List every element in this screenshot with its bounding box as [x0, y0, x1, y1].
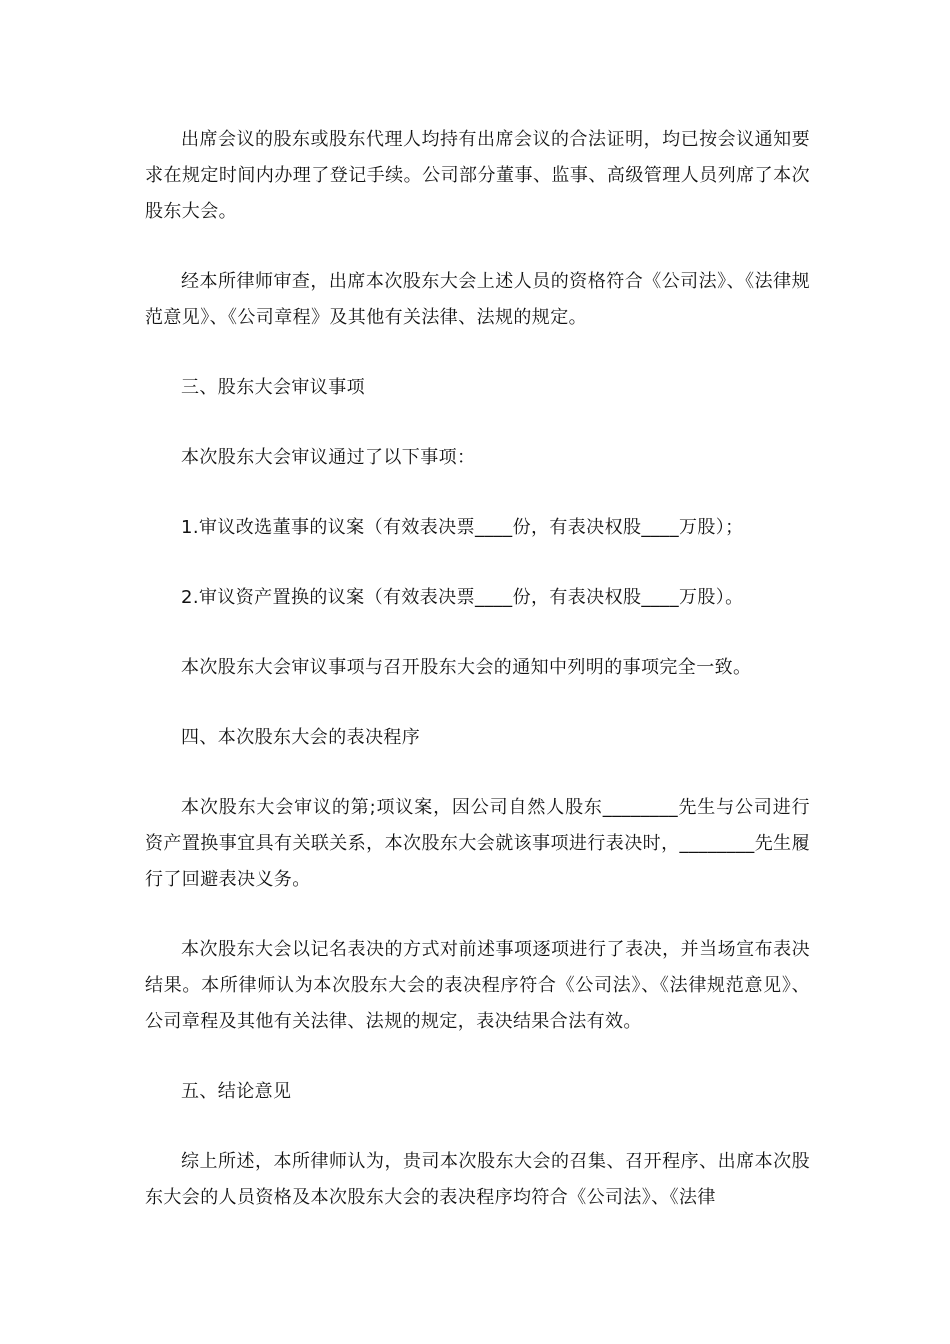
paragraph-items-consistency: 本次股东大会审议事项与召开股东大会的通知中列明的事项完全一致。 — [181, 657, 752, 678]
paragraph-approved-items-intro: 本次股东大会审议通过了以下事项： — [181, 447, 476, 468]
paragraph-gap — [145, 230, 810, 264]
list-item-1: 1.审议改选董事的议案（有效表决票____份，有表决权股____万股）； — [181, 517, 744, 538]
list-item-2: 2.审议资产置换的议案（有效表决票____份，有表决权股____万股）。 — [181, 587, 744, 608]
section-heading-5: 五、结论意见 — [181, 1081, 292, 1102]
paragraph-qualification-review: 经本所律师审查，出席本次股东大会上述人员的资格符合《公司法》、《法律规范意见》、《公司章程》及其他有关法律、法规的规定。 — [145, 271, 810, 328]
paragraph-voting-procedure: 本次股东大会以记名表决的方式对前述事项逐项进行了表决，并当场宣布表决结果。本所律师认为本次股东大会的表决程序符合《公司法》、《法律规范意见》、公司章程及其他有关法律、法规的规定，表决结果合法有效。 — [145, 939, 810, 1032]
paragraph-attendance: 出席会议的股东或股东代理人均持有出席会议的合法证明，均已按会议通知要求在规定时间内办理了登记手续。公司部分董事、监事、高级管理人员列席了本次股东大会。 — [145, 129, 810, 222]
paragraph-gap — [145, 686, 810, 720]
section-heading-4: 四、本次股东大会的表决程序 — [181, 727, 421, 748]
paragraph-gap — [145, 1040, 810, 1074]
paragraph-gap — [145, 406, 810, 440]
section-heading-3: 三、股东大会审议事项 — [181, 377, 365, 398]
paragraph-conclusion: 综上所述，本所律师认为，贵司本次股东大会的召集、召开程序、出席本次股东大会的人员资格及本次股东大会的表决程序均符合《公司法》、《法律 — [145, 1151, 810, 1208]
paragraph-gap — [145, 476, 810, 510]
paragraph-gap — [145, 756, 810, 790]
paragraph-gap — [145, 616, 810, 650]
paragraph-gap — [145, 546, 810, 580]
paragraph-gap — [145, 336, 810, 370]
paragraph-gap — [145, 898, 810, 932]
paragraph-related-party-recusal: 本次股东大会审议的第;项议案，因公司自然人股东________先生与公司进行资产置换事宜具有关联关系，本次股东大会就该事项进行表决时，________先生履行了回避表决义务。 — [145, 797, 810, 890]
paragraph-gap — [145, 1110, 810, 1144]
